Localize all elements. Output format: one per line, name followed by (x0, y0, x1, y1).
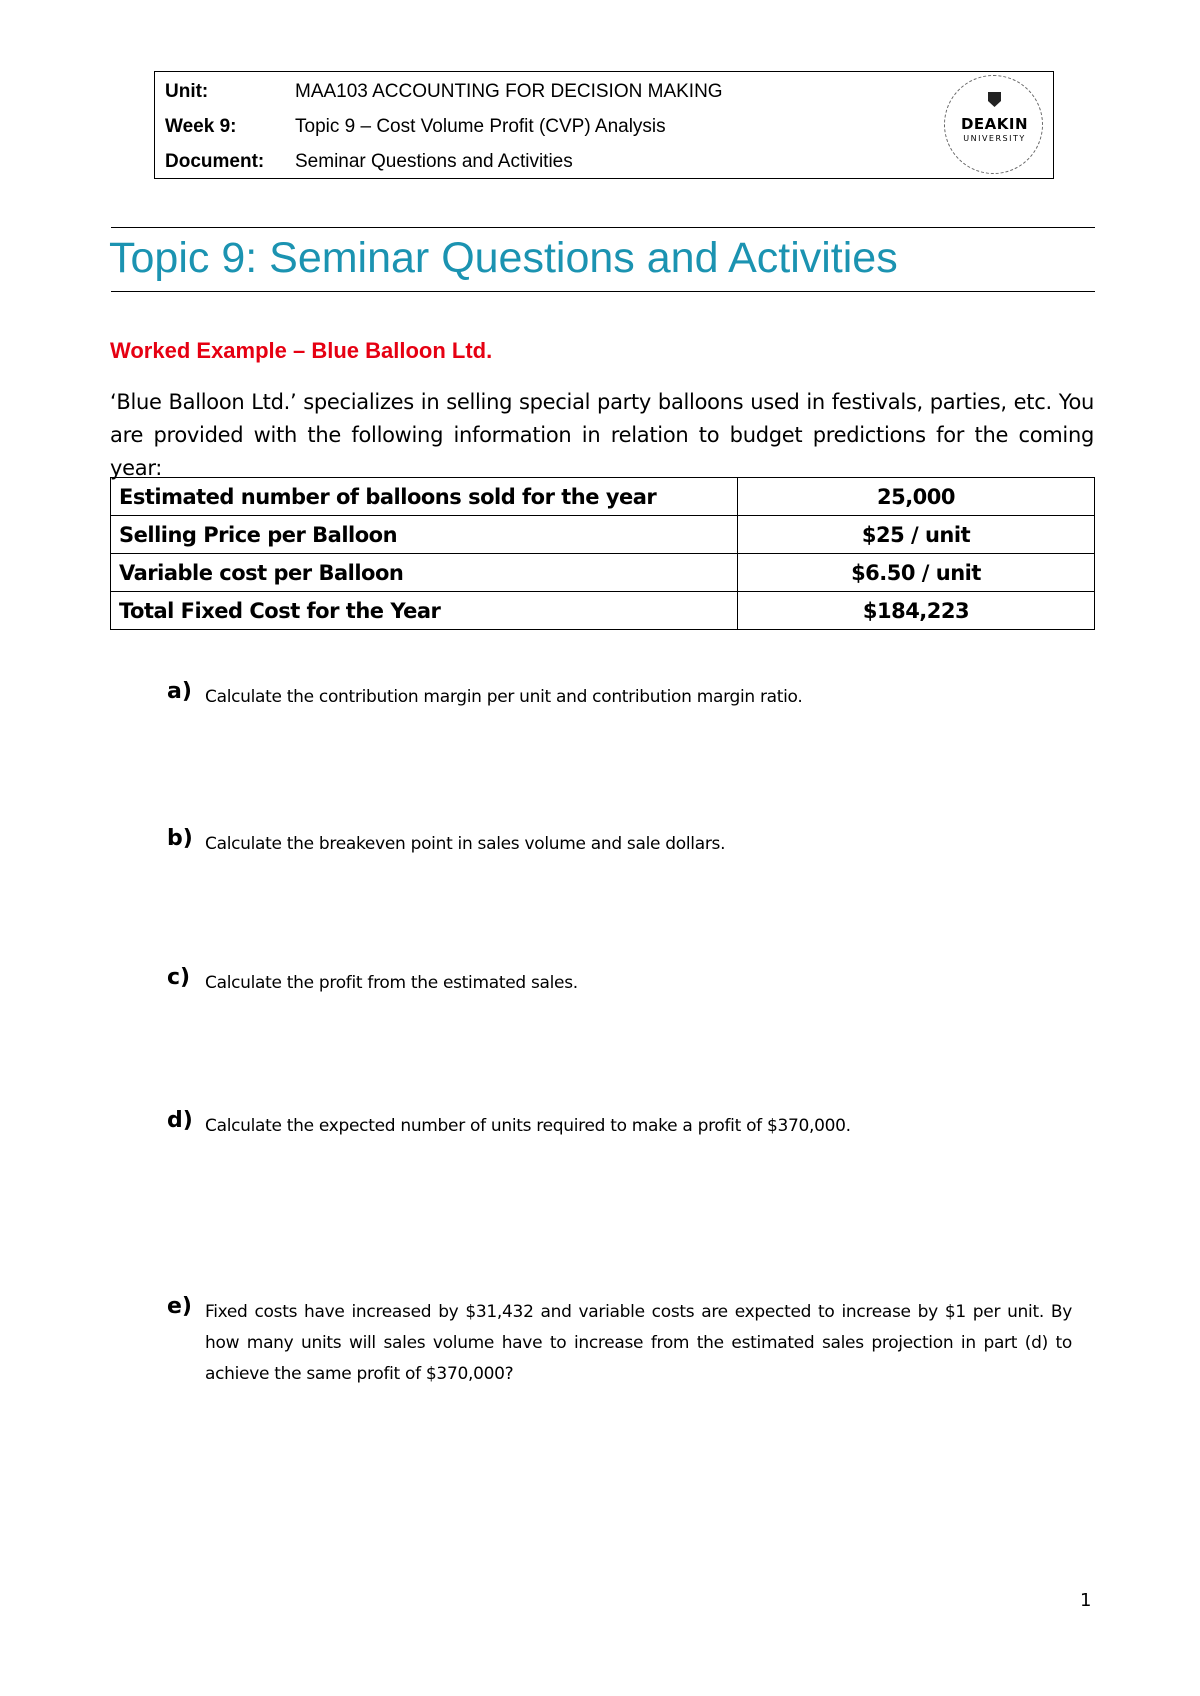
table-cell-label: Estimated number of balloons sold for the year (111, 478, 738, 516)
question-letter: b) (167, 826, 193, 851)
question-letter: e) (167, 1294, 192, 1319)
table-row (111, 592, 1095, 630)
worked-example-heading: Worked Example – Blue Balloon Ltd. (110, 338, 493, 363)
table-cell-value: 25,000 (738, 478, 1095, 516)
document-label: Document: (165, 151, 265, 172)
document-value: Seminar Questions and Activities (295, 151, 573, 172)
budget-table (110, 477, 1095, 630)
question-letter: a) (167, 679, 192, 704)
deakin-logo (944, 75, 1043, 174)
table-cell-value: $6.50 / unit (738, 554, 1095, 592)
intro-paragraph: ‘Blue Balloon Ltd.’ specializes in selling special party balloons used in festivals, parties, etc. You are provided with the following information in relation to budget predictions for the coming year: (110, 390, 1094, 480)
table-cell-value: $25 / unit (738, 516, 1095, 554)
logo-name: DEAKIN (960, 115, 1029, 133)
title-rule-bottom (111, 291, 1095, 292)
title-rule-top (111, 227, 1095, 228)
question-text: Calculate the contribution margin per unit and contribution margin ratio. (205, 687, 803, 707)
unit-label: Unit: (165, 81, 209, 102)
unit-value: MAA103 ACCOUNTING FOR DECISION MAKING (295, 81, 723, 102)
table-cell-label: Selling Price per Balloon (111, 516, 738, 554)
question-text: Calculate the breakeven point in sales volume and sale dollars. (205, 834, 726, 854)
page-number: 1 (1080, 1590, 1092, 1611)
table-row (111, 478, 1095, 516)
table-row (111, 554, 1095, 592)
table-cell-label: Total Fixed Cost for the Year (111, 592, 738, 630)
table-cell-value: $184,223 (738, 592, 1095, 630)
page-title: Topic 9: Seminar Questions and Activities (109, 234, 898, 282)
question-text: Calculate the expected number of units required to make a profit of $370,000. (205, 1116, 851, 1136)
question-text: Calculate the profit from the estimated sales. (205, 973, 578, 993)
week-value: Topic 9 – Cost Volume Profit (CVP) Analysis (295, 116, 666, 137)
question-text: Fixed costs have increased by $31,432 and variable costs are expected to increase by $1 per unit. By how many units will sales volume have to increase from the estimated sales projection in part (d) to achieve the same profit of $370,000? (205, 1302, 1072, 1384)
header-box (154, 71, 1054, 179)
week-label: Week 9: (165, 116, 237, 137)
question-letter: c) (167, 965, 191, 990)
table-row (111, 516, 1095, 554)
logo-subtitle: UNIVERSITY (963, 134, 1026, 143)
question-letter: d) (167, 1108, 193, 1133)
crest-icon (988, 92, 1001, 107)
table-cell-label: Variable cost per Balloon (111, 554, 738, 592)
